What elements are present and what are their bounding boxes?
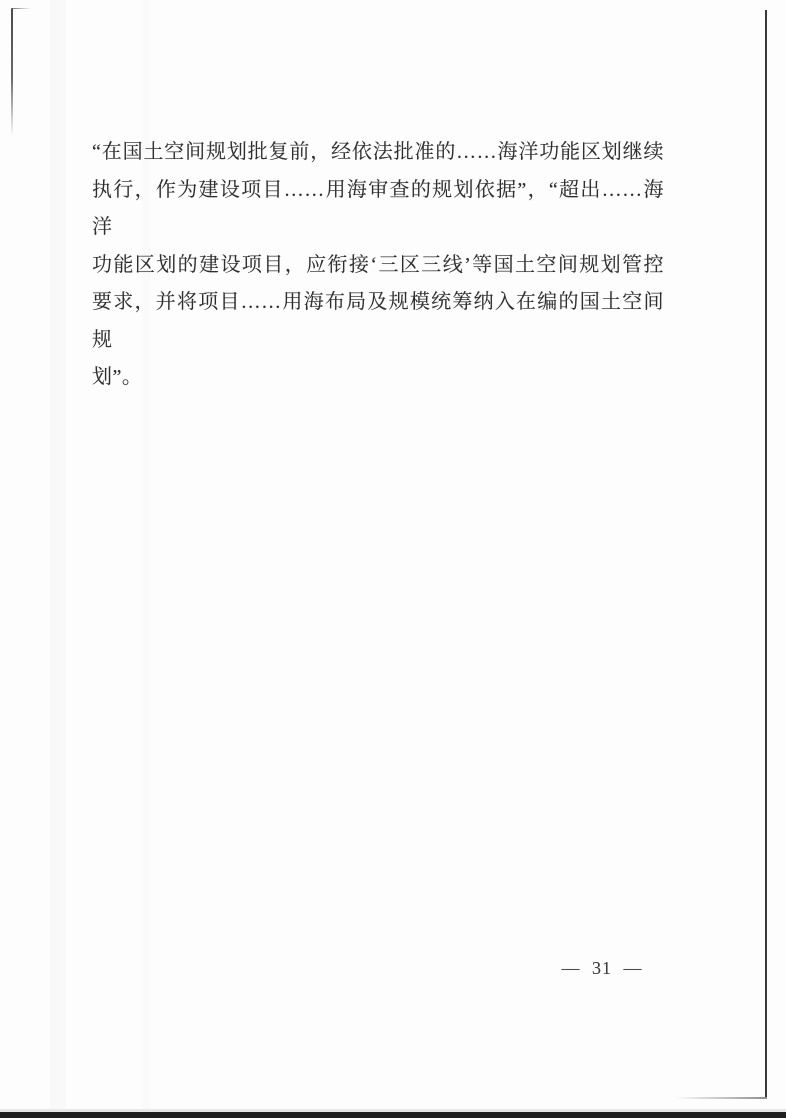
- paragraph-line: 划”。: [92, 366, 143, 388]
- body-paragraph: [92, 134, 664, 397]
- paragraph-line: 执行，作为建设项目……用海审查的规划依据”，“超出……海洋: [92, 178, 664, 238]
- scan-artifact-left-edge-line: [11, 8, 13, 136]
- scan-artifact-left-edge-stub: [11, 8, 31, 9]
- page-border-bottom-rule: [675, 1097, 767, 1099]
- paragraph-line: “在国土空间规划批复前，经依法批准的……海洋功能区划继续: [92, 141, 664, 163]
- page-border-right-line: [765, 10, 767, 1098]
- page-number: — 31 —: [561, 958, 643, 978]
- paragraph-line: 要求，并将项目……用海布局及规模统筹纳入在编的国土空间规: [92, 291, 664, 351]
- paragraph-line: 功能区划的建设项目，应衔接‘三区三线’等国土空间规划管控: [92, 253, 664, 276]
- scan-streak: [50, 0, 66, 1118]
- scan-edge-bottom-band: [0, 1112, 786, 1118]
